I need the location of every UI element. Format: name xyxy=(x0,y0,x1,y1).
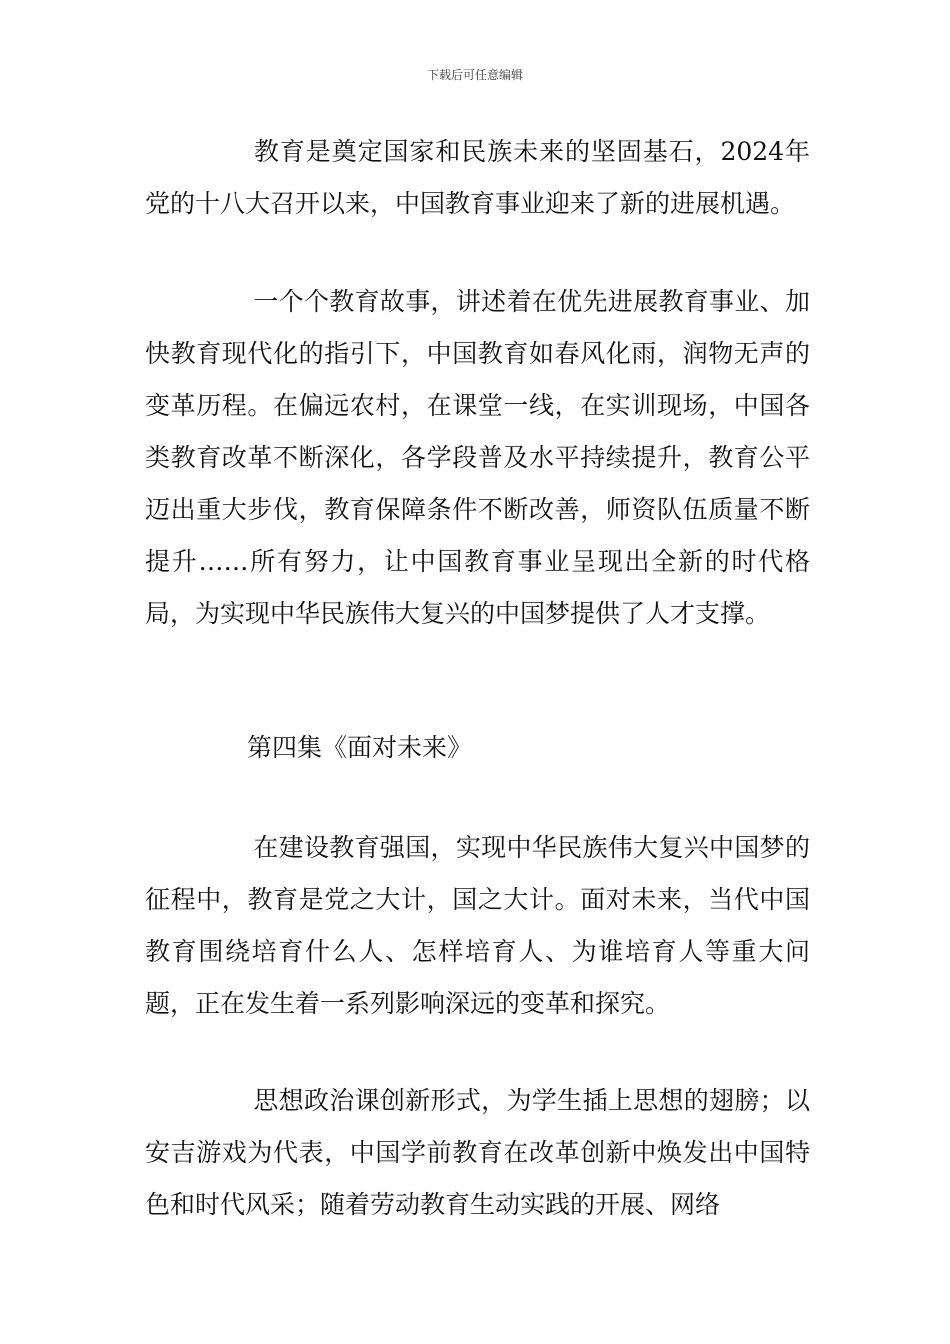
paragraph-text: 教育是奠定国家和民族未来的坚固基石，2024年党的十八大召开以来，中国教育事业迎来了新的进展机遇。 xyxy=(145,137,810,218)
paragraph-facing-future xyxy=(145,822,810,1030)
paragraph-text: 在建设教育强国，实现中华民族伟大复兴中国梦的征程中，教育是党之大计，国之大计。面对未来，当代中国教育围绕培育什么人、怎样培育人、为谁培育人等重大问题，正在发生着一系列影响深远的变革和探究。 xyxy=(145,833,810,1018)
paragraph-innovation xyxy=(145,1075,810,1231)
page-header-note: 下载后可任意编辑 xyxy=(426,68,523,82)
paragraph-text: 一个个教育故事，讲述着在优先进展教育事业、加快教育现代化的指引下，中国教育如春风化雨，润物无声的变革历程。在偏远农村，在课堂一线，在实训现场，中国各类教育改革不断深化，各学段普及水平持续提升，教育公平迈出重大步伐，教育保障条件不断改善，师资队伍质量不断提升……所有努力，让中国教育事业呈现出全新的时代格局，为实现中华民族伟大复兴的中国梦提供了人才支撑。 xyxy=(145,287,810,628)
paragraph-text: 思想政治课创新形式，为学生插上思想的翅膀；以安吉游戏为代表，中国学前教育在改革创新中焕发出中国特色和时代风采；随着劳动教育生动实践的开展、网络 xyxy=(145,1086,810,1219)
paragraph-education-stories xyxy=(145,276,810,640)
episode-heading: 第四集《面对未来》 xyxy=(247,733,473,762)
paragraph-education-foundation xyxy=(145,126,810,230)
